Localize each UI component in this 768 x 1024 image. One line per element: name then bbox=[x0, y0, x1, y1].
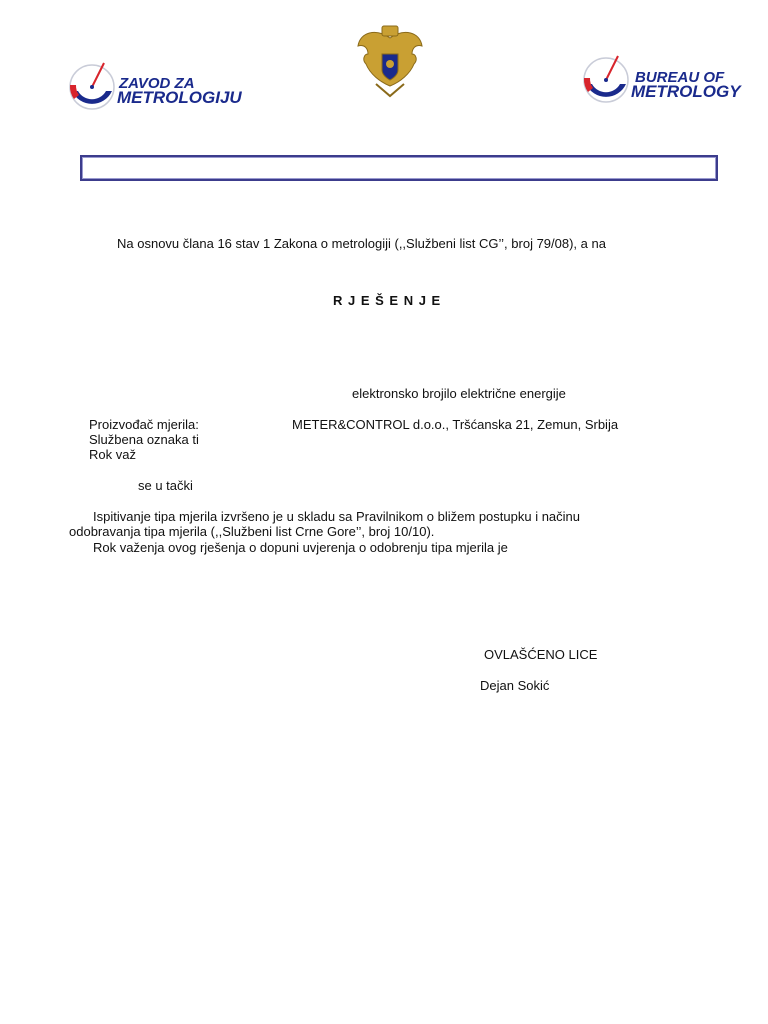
paragraph-1-line-2: odobravanja tipa mjerila (,,Službeni list Crne Gore’’, broj 10/10). bbox=[69, 524, 435, 539]
paragraph-1-line-1: Ispitivanje tipa mjerila izvršeno je u skladu sa Pravilnikom o bližem postupku i načinu bbox=[93, 509, 581, 524]
zavod-logo bbox=[68, 55, 248, 113]
metrology-gauge-icon bbox=[582, 48, 634, 106]
instrument-name: elektronsko brojilo električne energije bbox=[352, 386, 566, 401]
signature-name: Dejan Sokić bbox=[480, 678, 550, 693]
bureau-logo bbox=[582, 48, 752, 106]
official-mark-label: Službena oznaka ti bbox=[89, 432, 199, 447]
point-text: se u tački bbox=[138, 478, 193, 493]
document-header-frame bbox=[80, 155, 718, 181]
intro-text: Na osnovu člana 16 stav 1 Zakona o metrologiji (,,Službeni list CG’’, broj 79/08), a na bbox=[117, 236, 606, 251]
coat-of-arms-icon bbox=[354, 24, 426, 100]
right-logo-line1: BUREAU OF bbox=[635, 69, 725, 86]
manufacturer-label: Proizvođač mjerila: bbox=[89, 417, 199, 432]
validity-label: Rok važ bbox=[89, 447, 136, 462]
manufacturer-value: METER&CONTROL d.o.o., Tršćanska 21, Zemun, Srbija bbox=[292, 417, 619, 432]
metrology-gauge-icon bbox=[68, 55, 120, 113]
signature-role: OVLAŠĆENO LICE bbox=[484, 647, 598, 662]
left-logo-line2: METROLOGIJU bbox=[117, 88, 242, 107]
left-logo-line1: ZAVOD ZA bbox=[119, 75, 195, 92]
decision-title: R J E Š E N J E bbox=[333, 293, 442, 308]
right-logo-line2: METROLOGY bbox=[631, 82, 741, 101]
paragraph-2: Rok važenja ovog rješenja o dopuni uvjerenja o odobrenju tipa mjerila je bbox=[93, 540, 508, 555]
